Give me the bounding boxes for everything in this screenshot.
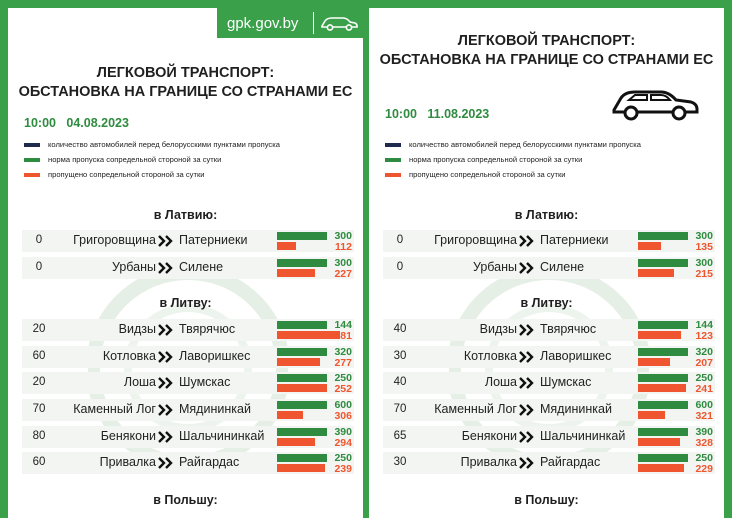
table-row	[383, 372, 715, 394]
checkpoint-by: Лоша	[123, 375, 156, 389]
double-chevron-right-icon	[519, 431, 537, 443]
queue-count: 70	[32, 403, 46, 415]
table-row	[22, 399, 354, 421]
passed-bar	[277, 358, 320, 366]
checkpoint-neighbor: Патерниеки	[540, 233, 609, 247]
checkpoint-by: Каменный Лог	[434, 402, 517, 416]
passed-bar	[277, 331, 340, 339]
norm-value: 390	[334, 426, 352, 438]
queue-count: 30	[393, 456, 407, 468]
table-row	[22, 346, 354, 368]
table-row	[383, 452, 715, 474]
legend	[24, 137, 354, 182]
checkpoint-neighbor: Райгардас	[540, 455, 601, 469]
section-title-lithuania: в Литву:	[159, 296, 212, 310]
double-chevron-right-icon	[519, 235, 537, 247]
norm-bar	[277, 348, 327, 356]
passed-bar	[638, 269, 674, 277]
passed-bar	[638, 384, 686, 392]
legend-swatch-passed	[385, 173, 401, 177]
norm-bar	[638, 428, 688, 436]
passed-bar	[638, 464, 684, 472]
legend-item-norm	[24, 152, 354, 167]
double-chevron-right-icon	[158, 404, 176, 416]
passed-value: 321	[695, 410, 713, 422]
norm-value: 600	[334, 399, 352, 411]
checkpoint-neighbor: Лаворишкес	[179, 349, 251, 363]
queue-count: 0	[35, 261, 43, 273]
infographic-panel-right	[369, 8, 724, 518]
passed-value: 229	[695, 463, 713, 475]
norm-value: 300	[695, 230, 713, 242]
norm-value: 390	[695, 426, 713, 438]
table-row	[383, 230, 715, 252]
legend-item-norm	[385, 152, 715, 167]
checkpoint-by: Котловка	[463, 349, 517, 363]
norm-bar	[638, 374, 688, 382]
datetime: 10:00 11.08.2023	[385, 107, 490, 121]
table-row	[22, 319, 354, 341]
infographic-panel-left	[8, 8, 363, 518]
checkpoint-neighbor: Шумскас	[540, 375, 592, 389]
double-chevron-right-icon	[158, 377, 176, 389]
norm-bar	[277, 259, 327, 267]
section-title-poland: в Польшу:	[153, 493, 218, 507]
legend-item-passed	[385, 167, 715, 182]
passed-value: 181	[334, 330, 352, 342]
norm-bar	[277, 374, 327, 382]
table-row	[383, 399, 715, 421]
car-icon	[609, 82, 701, 122]
legend-label: норма пропуска сопредельной стороной за сутки	[48, 155, 222, 164]
double-chevron-right-icon	[158, 457, 176, 469]
norm-value: 600	[695, 399, 713, 411]
passed-bar	[277, 242, 296, 250]
queue-count: 0	[35, 234, 43, 246]
norm-value: 144	[334, 319, 352, 331]
checkpoint-by: Видзы	[118, 322, 156, 336]
queue-count: 70	[393, 403, 407, 415]
passed-bar	[277, 464, 325, 472]
checkpoint-neighbor: Мядининкай	[540, 402, 612, 416]
car-icon	[319, 14, 359, 32]
title-line-1: ЛЕГКОВОЙ ТРАНСПОРТ:	[457, 33, 636, 49]
checkpoint-neighbor: Силене	[540, 260, 585, 274]
checkpoint-neighbor: Мядининкай	[179, 402, 251, 416]
legend-label: пропущено сопредельной стороной за сутки	[409, 170, 566, 179]
table-row	[22, 426, 354, 448]
page-title	[369, 32, 724, 70]
passed-value: 112	[335, 241, 352, 253]
passed-value: 207	[695, 357, 713, 369]
queue-count: 30	[393, 350, 407, 362]
page-title	[8, 64, 363, 102]
legend-label: количество автомобилей перед белорусскими пунктами пропуска	[409, 140, 641, 149]
title-line-1: ЛЕГКОВОЙ ТРАНСПОРТ:	[96, 65, 275, 81]
passed-value: 294	[334, 437, 352, 449]
checkpoint-neighbor: Патерниеки	[179, 233, 248, 247]
double-chevron-right-icon	[158, 351, 176, 363]
checkpoint-neighbor: Шальчининкай	[540, 429, 626, 443]
table-row	[383, 257, 715, 279]
checkpoint-neighbor: Шумскас	[179, 375, 231, 389]
table-row	[383, 319, 715, 341]
legend-item-queue	[385, 137, 715, 152]
site-badge	[217, 8, 363, 38]
queue-count: 20	[32, 376, 46, 388]
norm-value: 250	[695, 372, 713, 384]
checkpoint-neighbor: Шальчининкай	[179, 429, 265, 443]
double-chevron-right-icon	[519, 351, 537, 363]
legend-swatch-norm	[24, 158, 40, 162]
norm-bar	[638, 232, 688, 240]
norm-value: 250	[334, 452, 352, 464]
double-chevron-right-icon	[158, 262, 176, 274]
checkpoint-by: Бенякони	[100, 429, 156, 443]
legend-label: пропущено сопредельной стороной за сутки	[48, 170, 205, 179]
legend-swatch-queue	[385, 143, 401, 147]
legend	[385, 137, 715, 182]
passed-value: 277	[334, 357, 352, 369]
passed-value: 241	[695, 383, 713, 395]
queue-count: 0	[396, 234, 404, 246]
title-line-2: ОБСТАНОВКА НА ГРАНИЦЕ СО СТРАНАМИ ЕС	[379, 52, 714, 68]
passed-bar	[277, 384, 327, 392]
legend-item-passed	[24, 167, 354, 182]
legend-swatch-norm	[385, 158, 401, 162]
double-chevron-right-icon	[519, 457, 537, 469]
double-chevron-right-icon	[519, 262, 537, 274]
passed-bar	[638, 411, 665, 419]
section-title-lithuania: в Литву:	[520, 296, 573, 310]
queue-count: 20	[32, 323, 46, 335]
checkpoint-neighbor: Лаворишкес	[540, 349, 612, 363]
checkpoint-by: Каменный Лог	[73, 402, 156, 416]
checkpoint-by: Котловка	[102, 349, 156, 363]
passed-bar	[277, 411, 303, 419]
queue-count: 40	[393, 323, 407, 335]
legend-item-queue	[24, 137, 354, 152]
passed-value: 215	[695, 268, 713, 280]
double-chevron-right-icon	[158, 431, 176, 443]
queue-count: 0	[396, 261, 404, 273]
norm-bar	[638, 401, 688, 409]
norm-value: 144	[695, 319, 713, 331]
checkpoint-by: Урбаны	[472, 260, 517, 274]
queue-count: 65	[393, 430, 407, 442]
checkpoint-by: Григоровщина	[73, 233, 156, 247]
checkpoint-by: Лоша	[484, 375, 517, 389]
table-row	[22, 257, 354, 279]
passed-value: 135	[695, 241, 713, 253]
checkpoint-by: Видзы	[479, 322, 517, 336]
passed-bar	[638, 242, 661, 250]
legend-label: количество автомобилей перед белорусскими пунктами пропуска	[48, 140, 280, 149]
checkpoint-by: Григоровщина	[434, 233, 517, 247]
norm-bar	[277, 401, 327, 409]
passed-value: 328	[695, 437, 713, 449]
passed-value: 239	[334, 463, 352, 475]
queue-count: 40	[393, 376, 407, 388]
norm-value: 320	[334, 346, 352, 358]
double-chevron-right-icon	[519, 404, 537, 416]
passed-value: 252	[334, 383, 352, 395]
checkpoint-neighbor: Силене	[179, 260, 224, 274]
legend-swatch-passed	[24, 173, 40, 177]
legend-label: норма пропуска сопредельной стороной за сутки	[409, 155, 583, 164]
norm-bar	[638, 348, 688, 356]
passed-bar	[638, 331, 681, 339]
site-url: gpk.gov.by	[227, 14, 299, 32]
double-chevron-right-icon	[158, 235, 176, 247]
title-line-2: ОБСТАНОВКА НА ГРАНИЦЕ СО СТРАНАМИ ЕС	[18, 84, 353, 100]
norm-value: 250	[695, 452, 713, 464]
norm-value: 300	[334, 230, 352, 242]
queue-count: 60	[32, 350, 46, 362]
datetime: 10:00 04.08.2023	[24, 116, 129, 130]
passed-bar	[277, 438, 315, 446]
norm-bar	[277, 454, 327, 462]
norm-bar	[638, 454, 688, 462]
table-row	[22, 230, 354, 252]
checkpoint-by: Привалка	[460, 455, 517, 469]
passed-bar	[638, 438, 680, 446]
table-row	[383, 426, 715, 448]
checkpoint-neighbor: Райгардас	[179, 455, 240, 469]
queue-count: 80	[32, 430, 46, 442]
double-chevron-right-icon	[158, 324, 176, 336]
table-row	[22, 452, 354, 474]
passed-value: 306	[334, 410, 352, 422]
passed-value: 227	[334, 268, 352, 280]
section-title-latvia: в Латвию:	[514, 208, 579, 222]
norm-value: 250	[334, 372, 352, 384]
checkpoint-by: Бенякони	[461, 429, 517, 443]
checkpoint-by: Привалка	[99, 455, 156, 469]
passed-bar	[638, 358, 670, 366]
section-title-latvia: в Латвию:	[153, 208, 218, 222]
norm-bar	[277, 428, 327, 436]
legend-swatch-queue	[24, 143, 40, 147]
passed-bar	[277, 269, 315, 277]
norm-bar	[638, 321, 688, 329]
table-row	[22, 372, 354, 394]
checkpoint-by: Урбаны	[111, 260, 156, 274]
checkpoint-neighbor: Твярячюс	[540, 322, 597, 336]
table-row	[383, 346, 715, 368]
norm-value: 300	[695, 257, 713, 269]
passed-value: 123	[695, 330, 713, 342]
queue-count: 60	[32, 456, 46, 468]
norm-bar	[277, 232, 327, 240]
norm-value: 320	[695, 346, 713, 358]
checkpoint-neighbor: Твярячюс	[179, 322, 236, 336]
section-title-poland: в Польшу:	[514, 493, 579, 507]
norm-bar	[277, 321, 327, 329]
badge-divider	[313, 12, 314, 34]
norm-value: 300	[334, 257, 352, 269]
norm-bar	[638, 259, 688, 267]
double-chevron-right-icon	[519, 377, 537, 389]
double-chevron-right-icon	[519, 324, 537, 336]
